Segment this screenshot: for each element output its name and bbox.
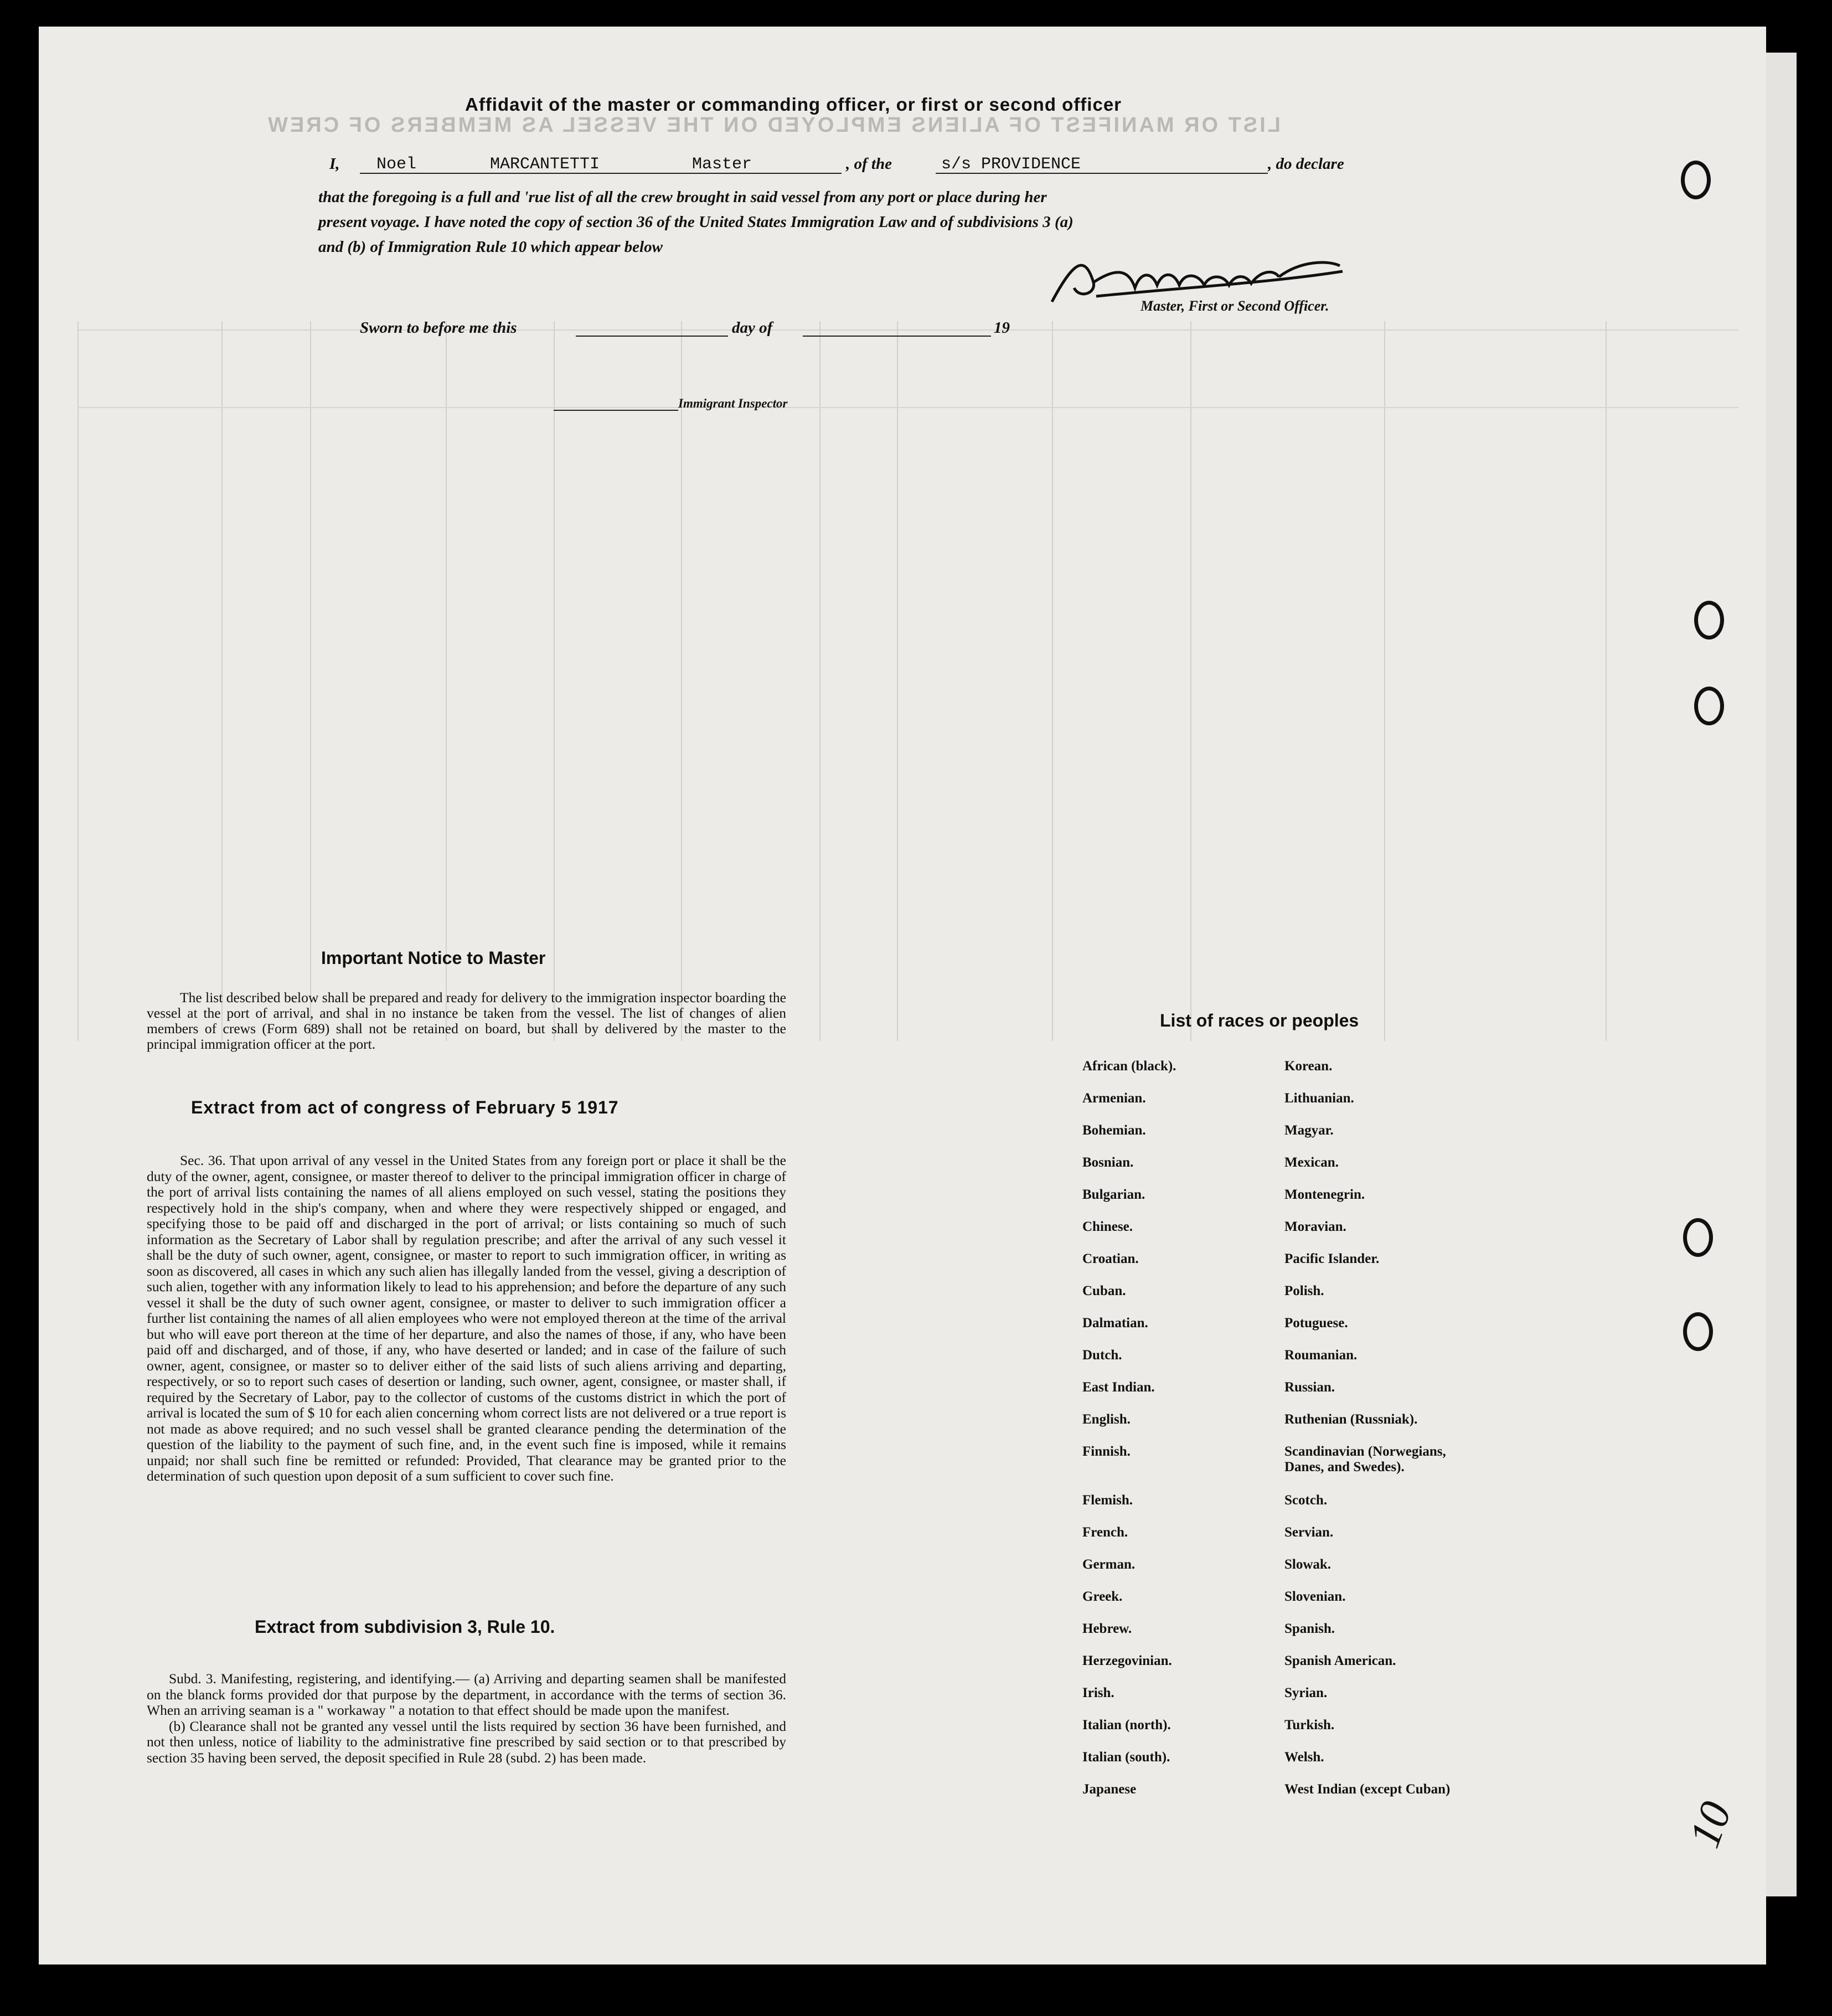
race-item: Flemish.: [1082, 1493, 1133, 1508]
sworn-day-line: [576, 336, 728, 337]
affidavit-line-3: present voyage. I have noted the copy of section 36 of the United States Immigration Law and of subdivisions 3 (a): [318, 213, 1074, 231]
affidavit-line-4: and (b) of Immigration Rule 10 which appear below: [318, 238, 663, 256]
race-item: Moravian.: [1284, 1219, 1346, 1234]
binding-hole: [1694, 601, 1724, 640]
rule-b-text: (b) Clearance shall not be granted any vessel until the lists required by section 36 have been furnished, and not then unless, notice of liability to the administrative fine prescribed by said section or to that prescribed by section 35 having been served, the deposit specified in Rule 28 (subd. 2) has been made.: [147, 1718, 786, 1766]
race-item: Slowak.: [1284, 1557, 1332, 1572]
bleed-row-line: [78, 407, 1738, 408]
race-item: Italian (south).: [1082, 1750, 1170, 1765]
name-prefix: I,: [329, 155, 340, 173]
race-item: Greek.: [1082, 1589, 1123, 1604]
act-body: [147, 1153, 786, 1484]
sworn-text: Sworn to before me this: [360, 319, 517, 337]
bleed-column-line: [1384, 321, 1385, 1041]
race-item: Bosnian.: [1082, 1155, 1134, 1170]
inspector-line: [554, 410, 678, 411]
race-item: Spanish American.: [1284, 1653, 1396, 1668]
race-item: Bulgarian.: [1082, 1187, 1145, 1202]
race-item: Japanese: [1082, 1782, 1137, 1797]
inspector-label: Immigrant Inspector: [678, 396, 788, 410]
race-item: Scotch.: [1284, 1493, 1328, 1508]
rule-title: Extract from subdivision 3, Rule 10.: [255, 1617, 555, 1637]
rule-subd-text: Subd. 3. Manifesting, registering, and identifying.— (a) Arriving and departing seamen shall be manifested on the blanck forms provided dor that purpose by the department, in accordance with the terms of section 36. When an arriving seaman is a " workaway " a notation to that effect should be made upon the manifest.: [147, 1670, 786, 1718]
race-item: Italian (north).: [1082, 1718, 1171, 1733]
vessel-line: [936, 173, 1268, 174]
name-line: [360, 173, 842, 174]
race-item: French.: [1082, 1525, 1128, 1540]
officer-rank: Master: [692, 155, 752, 174]
bleed-column-line: [221, 321, 223, 1041]
act-title: Extract from act of congress of February 5 1917: [191, 1097, 619, 1117]
race-item: Turkish.: [1284, 1718, 1335, 1733]
race-item: Bohemian.: [1082, 1123, 1146, 1138]
bleed-column-line: [1052, 321, 1053, 1041]
race-item: Dalmatian.: [1082, 1316, 1148, 1331]
bleed-column-line: [78, 321, 79, 1041]
race-item: Irish.: [1082, 1685, 1114, 1700]
race-item: German.: [1082, 1557, 1136, 1572]
affidavit-line-2: that the foregoing is a full and 'rue list of all the crew brought in said vessel from any port or place during her: [318, 188, 1047, 206]
bleed-column-line: [1190, 321, 1191, 1041]
race-item: Slovenian.: [1284, 1589, 1346, 1604]
race-item: Scandinavian (Norwegians, Danes, and Swedes).: [1284, 1444, 1446, 1474]
affidavit-body: [318, 185, 1381, 260]
binding-hole: [1683, 1218, 1713, 1257]
race-item: Russian.: [1284, 1380, 1335, 1395]
vessel-prefix: , of the: [846, 155, 892, 173]
officer-surname: MARCANTETTI: [490, 155, 600, 174]
act-text: Sec. 36. That upon arrival of any vessel in the United States from any foreign port or place it shall be the duty of the owner, agent, consignee, or master thereof to deliver to the principal immigration officer in charge of the port of arrival lists containing the names of all aliens employed on such vessel, stating the positions they respectively hold in the ship's company, when and where they were respectively shipped or engaged, and specifying those to be paid off and discharged in the port of arrival; or lists containing so much of such information as the Secretary of Labor shall by regulation prescribe; and after the arrival of any such vessel it shall be the duty of such owner, agent, consignee, or master to report to such immigration officer, in writing as soon as discovered, all cases in which any such alien has illegally landed from the vessel, giving a description of such alien, together with any information likely to lead to his apprehension; and before the departure of any such vessel it shall be the duty of such owner agent, consignee, or master to deliver to such immigration officer a further list containing the names of all alien employees who were not employed thereon at the time of the arrival but who will eave port thereon at the time of her departure, and also the names of those, if any, who have been paid off and discharged, and of those, if any, who have deserted or landed; and in case of the failure of such owner, agent, consignee, or master so to deliver either of the said lists of such aliens arriving and departing, respectively, or so to report such cases of desertion or landing, such owner, agent, consignee, or master shall, if required by the Secretary of Labor, pay to the collector of customs of the customs district in which the port of arrival is located the sum of $ 10 for each alien concerning whom correct lists are not delivered or a true report is not made as above required; and no such vessel shall be granted clearance pending the determination of the question of the liability to the payment of such fine, and, in the event such fine is imposed, while it remains unpaid; nor shall such fine be remitted or refunded: Provided, That clearance may be granted prior to the determination of such question upon deposit of a sum sufficient to cover such fine.: [147, 1152, 786, 1484]
bleed-column-line: [681, 321, 682, 1041]
binding-hole: [1681, 161, 1711, 199]
race-item: Herzegovinian.: [1082, 1653, 1172, 1668]
race-item: Chinese.: [1082, 1219, 1133, 1234]
race-item: East Indian.: [1082, 1380, 1155, 1395]
bleed-column-line: [310, 321, 311, 1041]
race-item: African (black).: [1082, 1059, 1176, 1074]
race-item: Lithuanian.: [1284, 1091, 1354, 1106]
bleed-column-line: [897, 321, 898, 1041]
notice-body: [147, 990, 786, 1052]
race-item: Potuguese.: [1284, 1316, 1348, 1331]
race-item: Ruthenian (Russniak).: [1284, 1412, 1418, 1427]
rule-body: [147, 1671, 786, 1766]
race-item: Syrian.: [1284, 1685, 1328, 1700]
year-text: 19: [994, 319, 1010, 337]
vessel-name: s/s PROVIDENCE: [941, 155, 1081, 174]
race-item: Polish.: [1284, 1283, 1324, 1298]
race-item: Welsh.: [1284, 1750, 1324, 1765]
race-item: Finnish.: [1082, 1444, 1131, 1459]
race-item: Korean.: [1284, 1059, 1333, 1074]
bleed-row-line: [78, 329, 1738, 331]
races-title: List of races or peoples: [1160, 1010, 1359, 1030]
page-edge: [1766, 53, 1797, 1896]
race-item: Spanish.: [1284, 1621, 1335, 1636]
race-item: Croatian.: [1082, 1251, 1139, 1266]
race-item: Dutch.: [1082, 1348, 1122, 1363]
race-item: Pacific Islander.: [1284, 1251, 1380, 1266]
race-item: Montenegrin.: [1284, 1187, 1365, 1202]
notice-text: The list described below shall be prepared and ready for delivery to the immigration inspector boarding the vessel at the port of arrival, and shal in no instance be taken from the vessel. The list of changes of alien members of crews (Form 689) shall not be retained on board, but shall by delivered by the master to the principal immigration officer at the port.: [147, 989, 786, 1052]
race-item: Armenian.: [1082, 1091, 1146, 1106]
day-of-text: day of: [732, 319, 773, 337]
race-item: Mexican.: [1284, 1155, 1339, 1170]
race-item: Cuban.: [1082, 1283, 1126, 1298]
race-item: Magyar.: [1284, 1123, 1334, 1138]
bleed-column-line: [446, 321, 447, 1041]
officer-first-name: Noel: [376, 155, 417, 174]
bleed-column-line: [554, 321, 555, 1041]
margin-page-number: 10: [1680, 1795, 1741, 1854]
race-item: Servian.: [1284, 1525, 1334, 1540]
bleed-column-line: [819, 321, 820, 1041]
bleed-through-title: LIST OR MANIFEST OF ALIENS EMPLOYED ON THE VESSEL AS MEMBERS OF CREW: [266, 114, 1281, 137]
race-item: Hebrew.: [1082, 1621, 1132, 1636]
affidavit-title: Affidavit of the master or commanding officer, or first or second officer: [465, 94, 1122, 115]
binding-hole: [1694, 687, 1724, 725]
race-item: English.: [1082, 1412, 1131, 1427]
notice-title: Important Notice to Master: [321, 948, 546, 968]
declare-text: , do declare: [1268, 155, 1344, 173]
race-item: West Indian (except Cuban): [1284, 1782, 1451, 1797]
binding-hole: [1683, 1312, 1713, 1351]
sworn-month-line: [803, 336, 991, 337]
signature-label: Master, First or Second Officer.: [1141, 298, 1329, 314]
bleed-column-line: [1606, 321, 1607, 1041]
race-item: Roumanian.: [1284, 1348, 1358, 1363]
